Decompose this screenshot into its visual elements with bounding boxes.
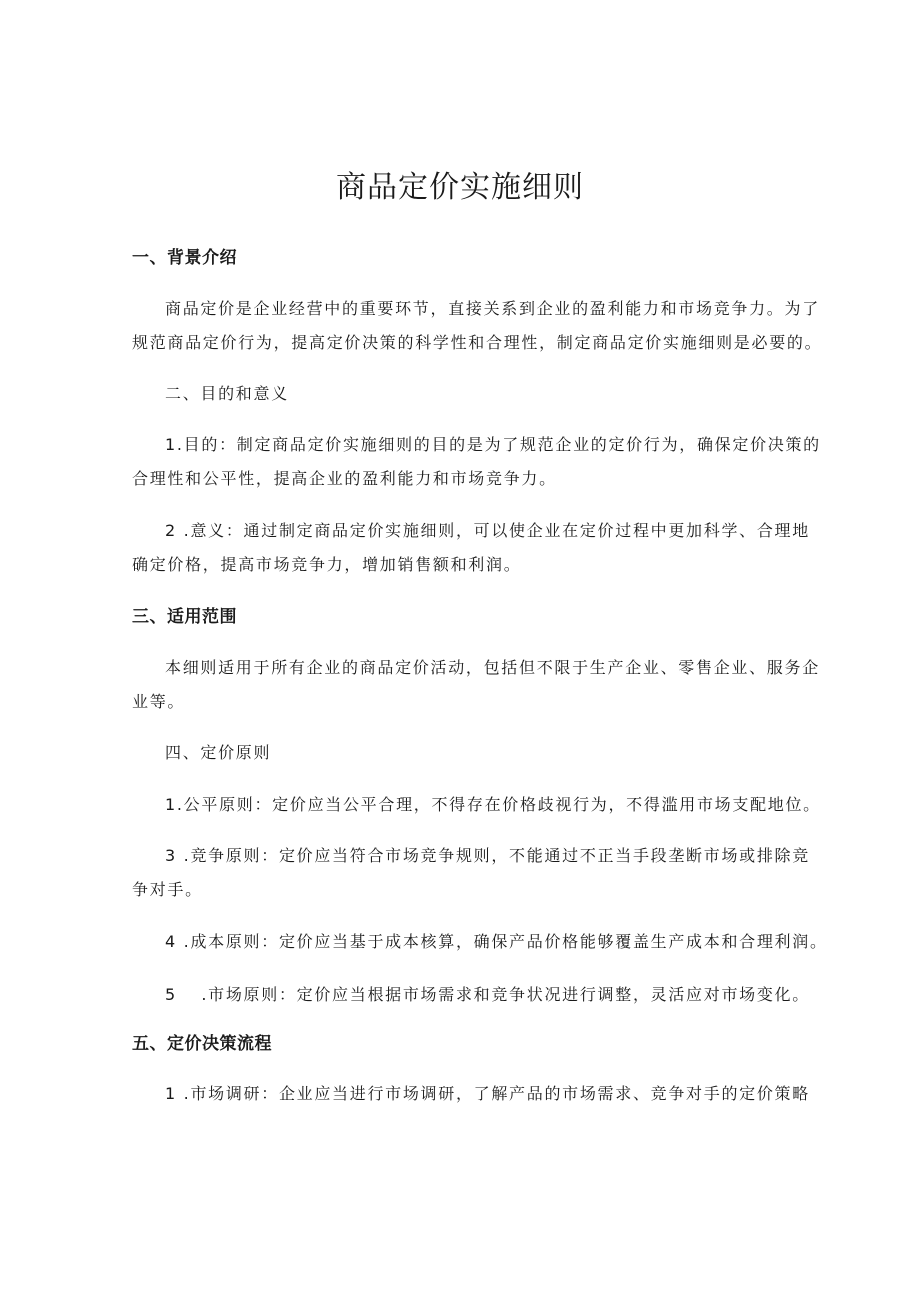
paragraph-line: 5 .市场原则：定价应当根据市场需求和竞争状况进行调整，灵活应对市场变化。	[165, 985, 810, 1004]
paragraph-line: 2 .意义：通过制定商品定价实施细则，可以使企业在定价过程中更加科学、合理地	[165, 521, 810, 540]
section-heading-purpose: 二、目的和意义	[165, 384, 289, 403]
paragraph-line: 争对手。	[132, 880, 203, 899]
paragraph-line: 合理性和公平性，提高企业的盈利能力和市场竞争力。	[132, 469, 557, 488]
paragraph-line: 1 .市场调研：企业应当进行市场调研，了解产品的市场需求、竞争对手的定价策略	[165, 1084, 810, 1103]
paragraph-line: 确定价格，提高市场竞争力，增加销售额和利润。	[132, 555, 522, 574]
section-heading-scope: 三、适用范围	[132, 607, 237, 627]
section-heading-principles: 四、定价原则	[165, 743, 272, 762]
section-heading-decision-process: 五、定价决策流程	[132, 1034, 272, 1054]
paragraph-line: 1.目的：制定商品定价实施细则的目的是为了规范企业的定价行为，确保定价决策的	[165, 435, 821, 454]
paragraph-line: 本细则适用于所有企业的商品定价活动，包括但不限于生产企业、零售企业、服务企	[165, 658, 820, 677]
paragraph-line: 3 .竞争原则：定价应当符合市场竞争规则，不能通过不正当手段垄断市场或排除竞	[165, 846, 810, 865]
paragraph-line: 规范商品定价行为，提高定价决策的科学性和合理性，制定商品定价实施细则是必要的。	[132, 333, 823, 352]
paragraph-line: 4 .成本原则：定价应当基于成本核算，确保产品价格能够覆盖生产成本和合理利润。	[165, 932, 828, 951]
document-title: 商品定价实施细则	[336, 170, 584, 205]
paragraph-line: 1.公平原则：定价应当公平合理，不得存在价格歧视行为，不得滥用市场支配地位。	[165, 795, 821, 814]
paragraph-line: 业等。	[132, 692, 186, 711]
section-heading-background: 一、背景介绍	[132, 248, 237, 268]
paragraph-line: 商品定价是企业经营中的重要环节，直接关系到企业的盈利能力和市场竞争力。为了	[165, 299, 820, 318]
